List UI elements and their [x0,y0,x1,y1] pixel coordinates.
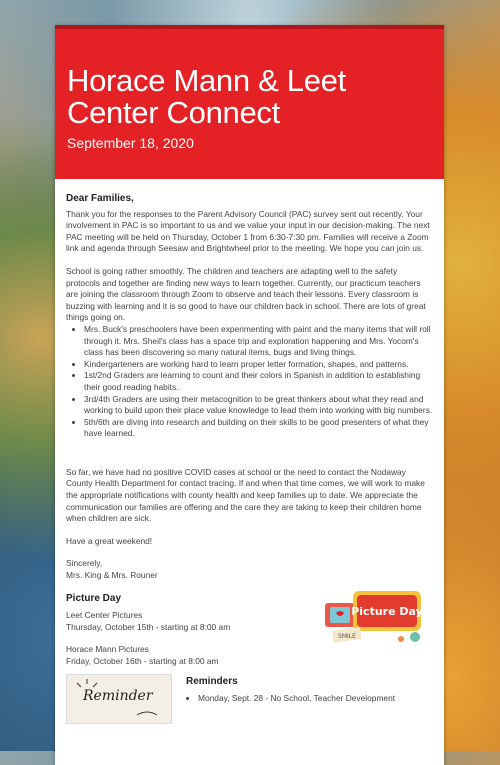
reminders-title: Reminders [186,675,238,687]
reminder-graphic [66,674,172,724]
picture-day-graphic-text: Picture Day [351,604,423,618]
reminder-graphic-text: Reminder [83,687,153,704]
leet-pictures-label: Leet Center Pictures [66,610,143,621]
list-item: • 5th/6th are diving into research and building on their skills to be good presenters of what they have learned. [84,417,433,440]
list-item: • 3rd/4th Graders are using their metacognition to be great thinkers about what they read and working to build upon their place value knowledge to lead them into working with big numbers. [84,394,433,417]
hm-pictures-date: Friday, October 16th - starting at 8:00 am [66,656,219,666]
newsletter-date: September 18, 2020 [67,135,194,151]
paragraph-pac: Thank you for the responses to the Parent Advisory Council (PAC) survey sent out recently. Your involvement in PAC is so important to us and we value your input in our decision-making. The next PAC meeting will be held on Thursday, October 1 from 6:30-7:30 pm. Families will receive a Zoom link and agenda through Seesaw and Brightwheel prior to the meeting. We hope you can join us. [66,208,430,254]
picture-day-section [66,593,433,668]
picture-day-title: Picture Day [66,592,122,604]
greeting: Dear Families, [66,193,134,204]
paragraph-covid: So far, we have had no positive COVID cases at school or the need to contact the Nodaway County Health Department for contact tracing. If and when that time comes, we will work to make the appropriate notifications with county health and keep families up to date. We appreciate the communication our families are offering and the care they are taking to keep their children home when children are sick. [66,466,425,524]
picture-day-smile-tag: SMILE [338,632,356,640]
list-item: • Monday, Sept. 28 - No School, Teacher Development [198,693,395,705]
list-item: • Kindergarteners are working hard to learn proper letter formation, shapes, and patterns. [84,359,433,371]
header-banner [55,25,444,179]
paragraph-school: School is going rather smoothly. The children and teachers are adapting well to the safety protocols and together are finding new ways to learn together. Currently, our practicum teachers are joining the classroom through Zoom to observe and teach their lessons. Every classroom is buzzing with learning and it is so good to have our children back in school. There are lots of great things going on. [66,265,426,323]
closing: Sincerely, [66,558,103,569]
newsletter-card [55,25,444,765]
list-item: • 1st/2nd Graders are learning to count and their colors in Spanish in addition to establishing their good reading habits. [84,370,433,393]
letter-body [55,179,444,734]
list-item: • Mrs. Buck's preschoolers have been experimenting with paint and the many items that will roll through it. Mrs. Sheil's class has a space trip and exploration happening and Mrs. Yocom's class has been discovering so many natural items, bugs and living things. [84,324,433,359]
picture-day-graphic [323,589,427,645]
leet-pictures-date: Thursday, October 15th - starting at 8:00 am [66,621,231,632]
newsletter-title: Horace Mann & Leet Center Connect [67,63,346,130]
paragraph-weekend: Have a great weekend! [66,535,153,546]
reminders-section [66,674,433,734]
signature: Mrs. King & Mrs. Rouner [66,570,158,581]
class-updates-list [66,324,433,440]
reminders-content [186,674,395,705]
hm-pictures-label: Horace Mann Pictures [66,644,149,655]
reminders-list [186,693,395,705]
